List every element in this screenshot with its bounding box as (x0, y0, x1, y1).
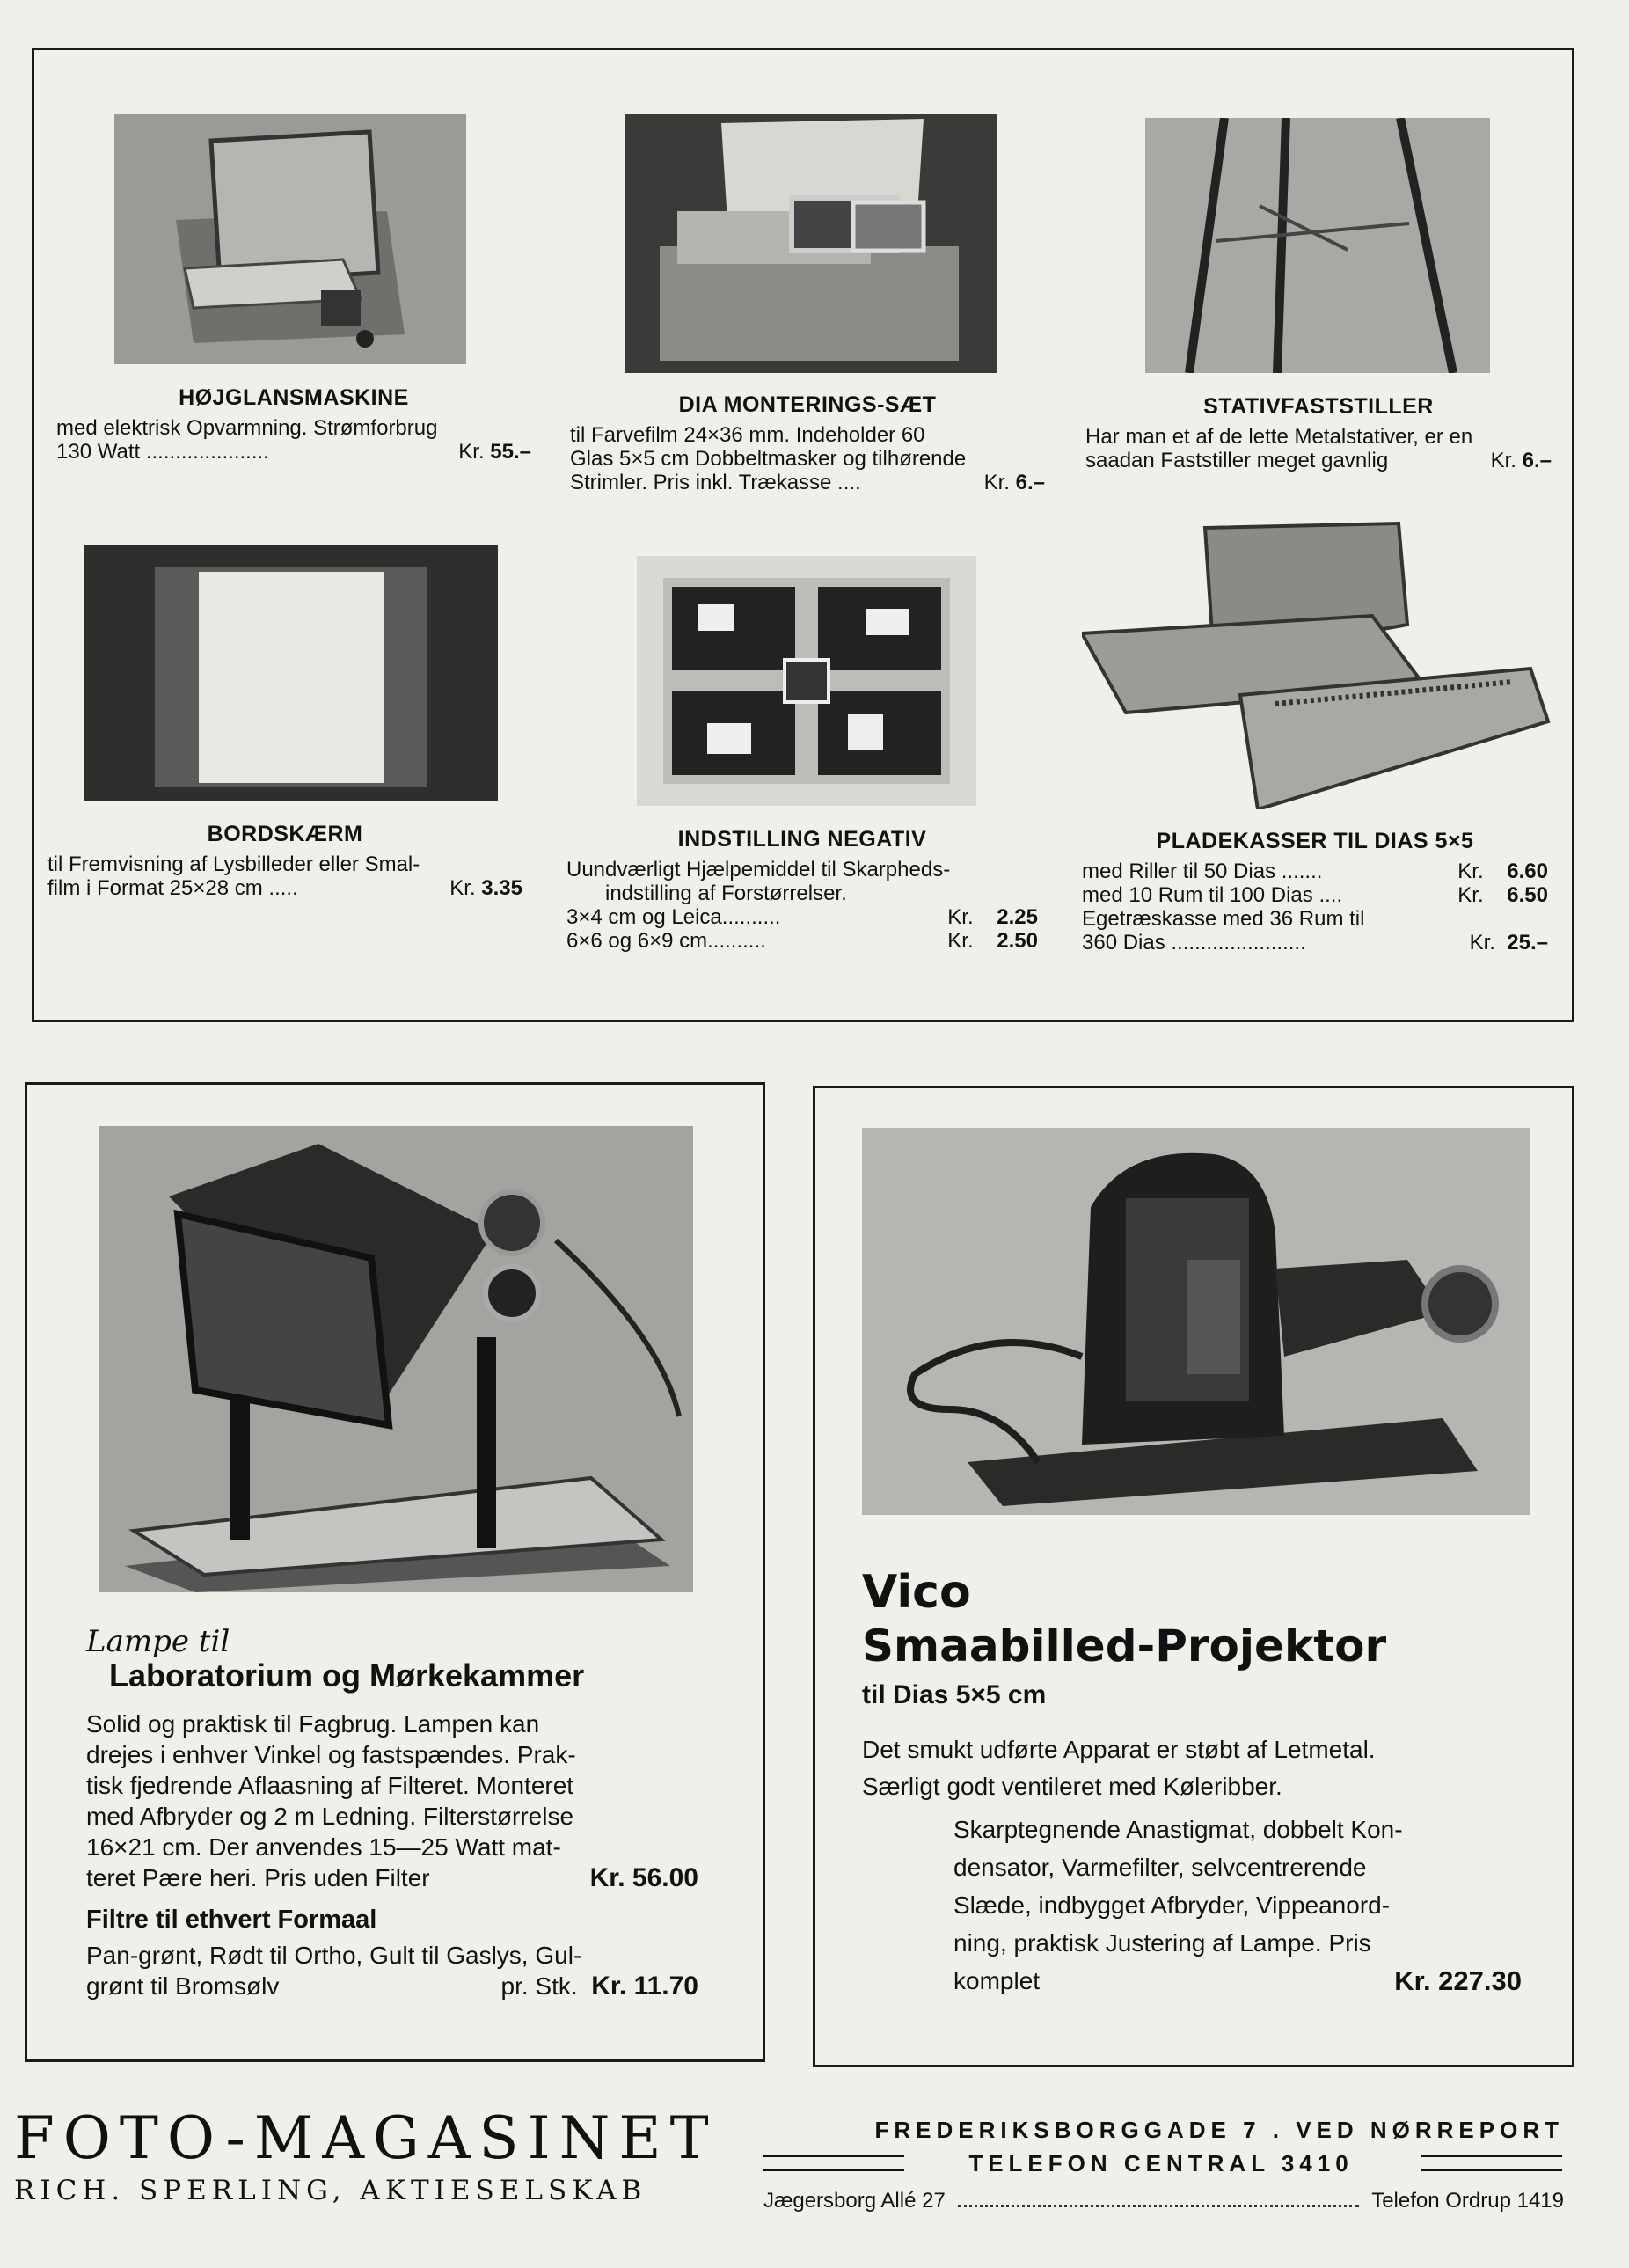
feature-line-1: Skarptegnende Anastigmat, dobbelt Kon- (953, 1816, 1403, 1843)
lamp-body-4: med Afbryder og 2 m Ledning. Filterstørrelse (86, 1803, 574, 1830)
product-title: DIA MONTERINGS-SÆT (678, 392, 937, 417)
footer-phone: TELEFON CENTRAL 3410 (968, 2150, 1354, 2177)
price-value: 6.60 (1507, 860, 1548, 883)
price-label: film i Format 25×28 cm ..... (47, 876, 298, 900)
footer-branch-phone: Telefon Ordrup 1419 (1371, 2189, 1564, 2213)
price-value: 3.35 (481, 876, 522, 900)
lamp-script-title: Lampe til (86, 1624, 230, 1659)
indstilling-negativ-text (566, 827, 1038, 953)
footer-branch: Jægersborg Allé 27 (763, 2189, 946, 2213)
slide-mounting-kit-icon (625, 114, 997, 373)
lamp-title: Laboratorium og Mørkekammer (109, 1657, 585, 1694)
filter-line: grønt til Bromsølv (86, 1972, 280, 2000)
price-kr: Kr. (947, 929, 974, 953)
product-price-row (47, 876, 522, 900)
price-label: 360 Dias ....................... (1082, 931, 1306, 955)
price-label: med Riller til 50 Dias ....... (1082, 860, 1323, 883)
stativfaststiller-photo (1145, 118, 1490, 373)
product-title: BORDSKÆRM (207, 822, 363, 846)
lamp-body-1: Solid og praktisk til Fagbrug. Lampen kan (86, 1710, 540, 1738)
lamp-price: Kr. 56.00 (589, 1863, 698, 1892)
lamp-body-3: tisk fjedrende Aflaasning af Filteret. Monteret (86, 1772, 574, 1799)
footer-company: RICH. SPERLING, AKTIESELSKAB (14, 2175, 647, 2206)
product-price-row-1 (1082, 860, 1548, 883)
footer-branch-row (763, 2189, 1564, 2213)
projector-title-1: Vico (862, 1566, 971, 1619)
bordskaerm-photo (84, 545, 498, 801)
dia-monterings-text (570, 392, 1045, 494)
filter-body: Pan-grønt, Rødt til Ortho, Gult til Gaslys, Gul- (86, 1942, 582, 1969)
projector-price: Kr. 227.30 (1394, 1965, 1522, 1996)
lamp-price-line: teret Pære heri. Pris uden Filter (86, 1864, 430, 1891)
projector-photo (862, 1128, 1530, 1515)
tripod-icon (1145, 118, 1490, 373)
projector-price-label: komplet (953, 1967, 1041, 1994)
projector-subtitle: til Dias 5×5 cm (862, 1680, 1047, 1709)
lamp-text (86, 1624, 698, 2001)
price-value: 2.25 (997, 905, 1038, 929)
price-value: 55.– (490, 440, 531, 464)
footer-rule-left (763, 2155, 904, 2171)
price-kr: Kr. (947, 905, 974, 929)
product-price-row (570, 471, 1045, 494)
projector-features (862, 1811, 1522, 2000)
price-kr: Kr. (458, 440, 485, 464)
pladekasser-photo (1082, 519, 1553, 809)
footer-rule-right (1421, 2155, 1562, 2171)
product-price-row-2 (1082, 883, 1548, 907)
product-title: HØJGLANSMASKINE (179, 385, 409, 410)
price-kr: Kr. (1457, 860, 1484, 883)
price-kr: Kr. (983, 471, 1010, 494)
filter-unit: pr. Stk. (500, 1972, 578, 2000)
projector-body-2: Særligt godt ventileret med Køleribber. (862, 1773, 1282, 1800)
product-extra: Egetræskasse med 36 Rum til (1082, 907, 1365, 931)
lamp-body-5: 16×21 cm. Der anvendes 15—25 Watt mat- (86, 1833, 561, 1861)
filter-price: Kr. 11.70 (591, 1972, 698, 2001)
slide-box-icon (1082, 519, 1553, 809)
product-desc: til Fremvisning af Lysbilleder eller Smal- (47, 852, 420, 876)
projector-body-1: Det smukt udførte Apparat er støbt af Letmetal. (862, 1736, 1376, 1763)
price-label: 3×4 cm og Leica.......... (566, 905, 781, 929)
product-price-row-1 (566, 905, 1038, 929)
focus-negative-pattern-icon (637, 556, 976, 806)
price-value: 6.– (1015, 471, 1045, 494)
price-value: 6.– (1522, 449, 1552, 472)
product-price-row (56, 440, 531, 464)
price-label: Strimler. Pris inkl. Trækasse .... (570, 471, 861, 494)
price-label: 130 Watt ..................... (56, 440, 269, 464)
price-label: 6×6 og 6×9 cm.......... (566, 929, 766, 953)
price-kr: Kr. (1457, 883, 1484, 907)
darkroom-lamp-icon (99, 1126, 693, 1592)
lamp-body-2: drejes i enhver Vinkel og fastspændes. Prak- (86, 1741, 576, 1768)
projector-text (862, 1566, 1522, 2000)
hojglansmaskine-text (56, 385, 531, 464)
filter-title: Filtre til ethvert Formaal (86, 1906, 377, 1934)
projector-icon (862, 1128, 1530, 1515)
price-kr: Kr. (1469, 931, 1495, 955)
projector-price-row (953, 1962, 1522, 2000)
product-desc-2: indstilling af Forstørrelser. (605, 882, 847, 905)
footer-brand: FOTO-MAGASINET (14, 2104, 718, 2172)
product-desc-1: Uundværligt Hjælpemiddel til Skarpheds- (566, 858, 951, 882)
feature-line-3: Slæde, indbygget Afbryder, Vippeanord- (953, 1891, 1391, 1919)
pladekasser-text (1082, 829, 1548, 955)
feature-line-4: ning, praktisk Justering af Lampe. Pris (953, 1929, 1371, 1957)
product-desc-1: til Farvefilm 24×36 mm. Indeholder 60 (570, 423, 925, 447)
price-label: saadan Faststiller meget gavnlig (1085, 449, 1389, 472)
price-value: 2.50 (997, 929, 1038, 953)
table-screen-icon (84, 545, 498, 801)
price-kr: Kr. (449, 876, 476, 900)
indstilling-negativ-photo (637, 556, 976, 806)
product-title: INDSTILLING NEGATIV (677, 827, 927, 852)
price-kr: Kr. (1490, 449, 1516, 472)
product-desc: med elektrisk Opvarmning. Strømforbrug (56, 416, 438, 440)
hojglansmaskine-photo (114, 114, 466, 364)
product-price-row-3 (1082, 931, 1548, 955)
filter-price-row (86, 1971, 698, 2001)
product-title: PLADEKASSER TIL DIAS 5×5 (1156, 829, 1474, 853)
price-value: 25.– (1507, 931, 1548, 955)
product-desc: Har man et af de lette Metalstativer, er en (1085, 425, 1473, 449)
feature-line-2: densator, Varmefilter, selvcentrerende (953, 1854, 1367, 1881)
stativfaststiller-text (1085, 394, 1552, 472)
bordskaerm-text (47, 822, 522, 900)
footer-dots (958, 2189, 1359, 2207)
product-desc-2: Glas 5×5 cm Dobbeltmasker og tilhørende (570, 447, 967, 471)
footer-address: FREDERIKSBORGGADE 7 . VED NØRREPORT (874, 2117, 1564, 2143)
price-value: 6.50 (1507, 883, 1548, 907)
lamp-photo (99, 1126, 693, 1592)
projector-title-2: Smaabilled-Projektor (862, 1621, 1387, 1672)
dia-monterings-photo (625, 114, 997, 373)
product-price-row (1085, 449, 1552, 472)
product-title: STATIVFASTSTILLER (1203, 394, 1434, 419)
lamp-price-row (86, 1862, 698, 1893)
price-label: med 10 Rum til 100 Dias .... (1082, 883, 1343, 907)
drying-machine-icon (114, 114, 466, 364)
product-price-row-2 (566, 929, 1038, 953)
